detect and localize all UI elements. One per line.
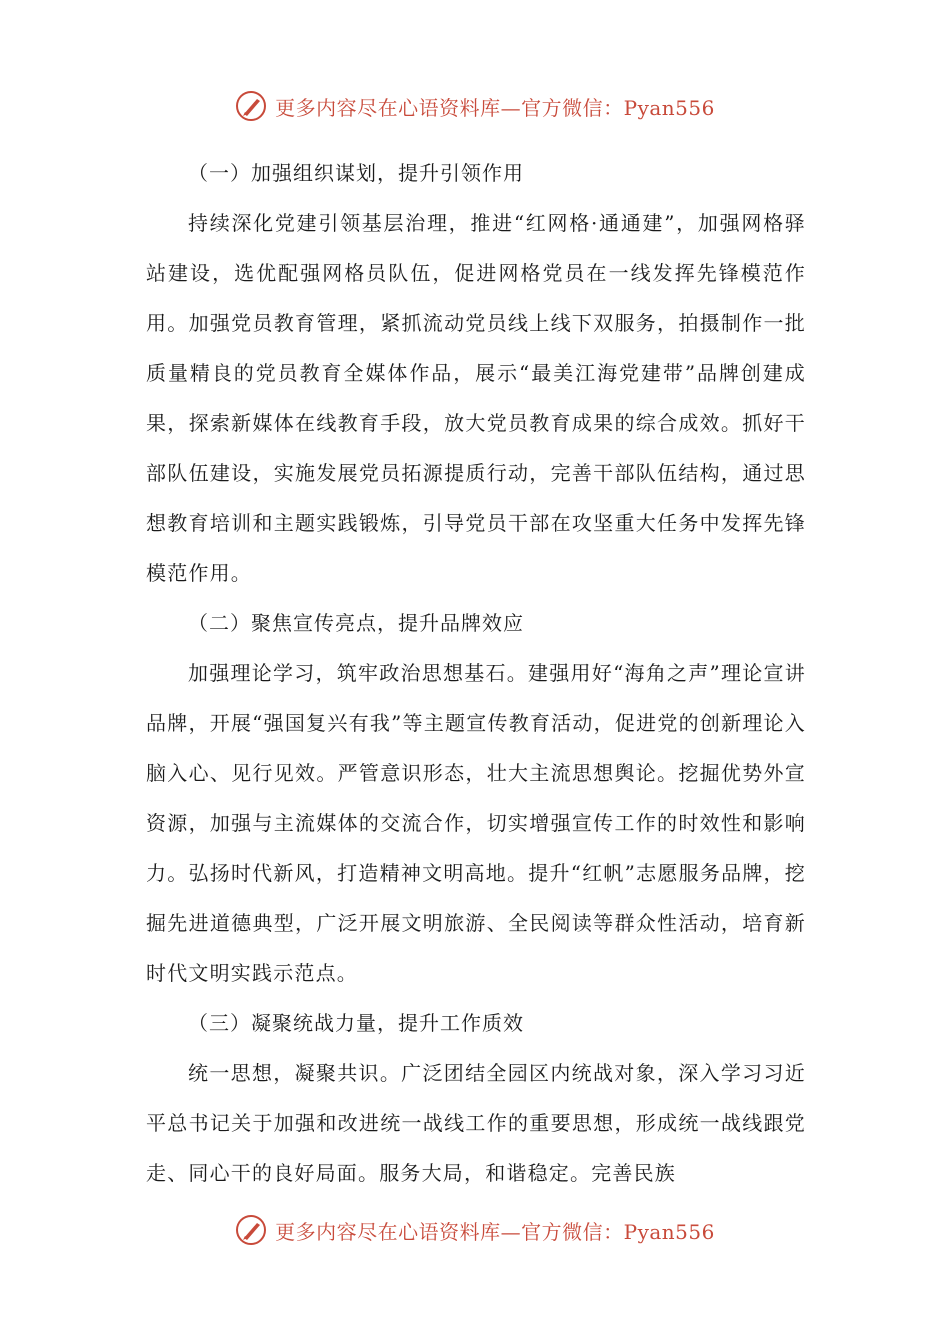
header-watermark: [0, 86, 950, 126]
section-paragraph-3: 统一思想，凝聚共识。广泛团结全园区内统战对象，深入学习习近平总书记关于加强和改进统一战线工作的重要思想，形成统一战线跟党走、同心干的良好局面。服务大局，和谐稳定。完善民族: [146, 1061, 806, 1185]
section-heading-3: （三）凝聚统战力量，提升工作质效: [188, 1011, 524, 1035]
section-paragraph-1: 持续深化党建引领基层治理，推进“红网格·通通建”，加强网格驿站建设，选优配强网格员队伍，促进网格党员在一线发挥先锋模范作用。加强党员教育管理，紧抓流动党员线上线下双服务，拍摄制作一批质量精良的党员教育全媒体作品，展示“最美江海党建带”品牌创建成果，探索新媒体在线教育手段，放大党员教育成果的综合成效。抓好干部队伍建设，实施发展党员拓源提质行动，完善干部队伍结构，通过思想教育培训和主题实践锻炼，引导党员干部在攻坚重大任务中发挥先锋模范作用。: [146, 211, 806, 585]
footer-watermark: [0, 1210, 950, 1250]
quill-logo-icon: [235, 90, 267, 122]
section-paragraph-2: 加强理论学习，筑牢政治思想基石。建强用好“海角之声”理论宣讲品牌，开展“强国复兴有我”等主题宣传教育活动，促进党的创新理论入脑入心、见行见效。严管意识形态，壮大主流思想舆论。挖掘优势外宣资源，加强与主流媒体的交流合作，切实增强宣传工作的时效性和影响力。弘扬时代新风，打造精神文明高地。提升“红帆”志愿服务品牌，挖掘先进道德典型，广泛开展文明旅游、全民阅读等群众性活动，培育新时代文明实践示范点。: [146, 661, 806, 985]
watermark-text: 更多内容尽在心语资料库—官方微信：Pyan556: [275, 95, 715, 120]
document-body: [146, 148, 806, 1198]
section-heading-2: （二）聚焦宣传亮点，提升品牌效应: [188, 611, 524, 635]
section-heading-1: （一）加强组织谋划，提升引领作用: [188, 161, 524, 185]
watermark-text: 更多内容尽在心语资料库—官方微信：Pyan556: [275, 1219, 715, 1244]
quill-logo-icon: [235, 1214, 267, 1246]
